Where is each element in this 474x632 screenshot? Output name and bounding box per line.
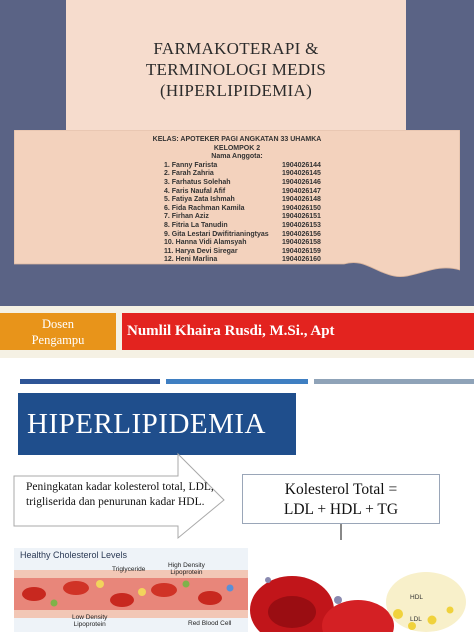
section-heading: HIPERLIPIDEMIA [18, 393, 296, 455]
slide-title [66, 38, 406, 101]
member-row [14, 222, 460, 231]
title-line-3: (HIPERLIPIDEMIA) [159, 81, 313, 100]
member-name: 7. Firhan Aziz [164, 213, 209, 221]
dosen-label [0, 313, 116, 350]
member-name: 9. Gita Lestari Dwifitrianingtyas [164, 230, 269, 238]
accent-bar-2 [166, 379, 308, 384]
title-line-2: TERMINOLOGI MEDIS [145, 60, 327, 79]
member-row [14, 248, 460, 257]
label-triglyceride: Triglyceride [112, 566, 146, 573]
member-row [14, 170, 460, 179]
accent-bar-3 [314, 379, 474, 384]
cells-label-hdl: HDL [410, 594, 424, 601]
label-hdl: High Density Lipoprotein [168, 562, 205, 576]
member-nim: 1904026160 [282, 256, 321, 264]
dosen-label-line-1: Dosen [42, 317, 74, 331]
member-nim: 1904026156 [282, 230, 321, 238]
member-name: 10. Hanna Vidi Alamsyah [164, 239, 247, 247]
member-row [14, 239, 460, 248]
label-rbc: Red Blood Cell [188, 620, 232, 627]
member-nim: 1904026153 [282, 221, 321, 229]
dosen-name: Numlil Khaira Rusdi, M.Si., Apt [122, 313, 474, 350]
definition-text: Peningkatan kadar kolesterol total, LDL, trigliserida dan penurunan kadar HDL. [26, 481, 214, 508]
blood-cells-image [248, 540, 474, 632]
member-nim: 1904026147 [282, 187, 321, 195]
member-nim: 1904026159 [282, 247, 321, 255]
title-box [66, 0, 406, 130]
member-nim: 1904026150 [282, 204, 321, 212]
member-row [14, 213, 460, 222]
member-row [14, 231, 460, 240]
members-heading: Nama Anggota: [211, 153, 263, 161]
member-name: 6. Fida Rachman Kamila [164, 204, 245, 212]
member-row [14, 162, 460, 171]
member-name: 11. Harya Devi Siregar [164, 247, 238, 255]
member-list [14, 136, 460, 265]
member-nim: 1904026144 [282, 161, 321, 169]
member-nim: 1904026145 [282, 170, 321, 178]
formula-line-1: Kolesterol Total = [284, 481, 398, 498]
member-name: 3. Farhatus Solehah [164, 178, 231, 186]
member-name: 2. Farah Zahria [164, 170, 214, 178]
formula-box [242, 474, 440, 524]
member-name: 12. Heni Marlina [164, 256, 218, 264]
dosen-label-line-2: Pengampu [31, 333, 85, 347]
accent-bar-1 [20, 379, 160, 384]
group-line: KELOMPOK 2 [213, 144, 261, 152]
member-nim: 1904026151 [282, 213, 321, 221]
member-scroll [14, 130, 460, 285]
label-ldl: Low Density Lipoprotein [72, 614, 108, 628]
title-line-1: FARMAKOTERAPI & [153, 39, 319, 58]
member-row [14, 196, 460, 205]
member-nim: 1904026158 [282, 239, 321, 247]
cholesterol-diagram [14, 548, 248, 632]
member-nim: 1904026148 [282, 196, 321, 204]
member-row [14, 256, 460, 265]
member-row [14, 179, 460, 188]
formula-line-2: LDL + HDL + TG [283, 501, 399, 518]
class-line: KELAS: APOTEKER PAGI ANGKATAN 33 UHAMKA [152, 136, 322, 143]
blood-cells-illustration [248, 540, 474, 632]
member-name: 5. Fatiya Zata Ishmah [164, 196, 235, 204]
cells-label-ldl: LDL [410, 616, 422, 623]
diagram-title: Healthy Cholesterol Levels [20, 550, 128, 560]
member-name: 1. Fanny Farista [164, 161, 218, 169]
member-name: 8. Fitria La Tanudin [164, 221, 228, 229]
member-row [14, 188, 460, 197]
member-name: 4. Faris Naufal Afif [164, 187, 226, 195]
member-nim: 1904026146 [282, 178, 321, 186]
member-row [14, 205, 460, 214]
